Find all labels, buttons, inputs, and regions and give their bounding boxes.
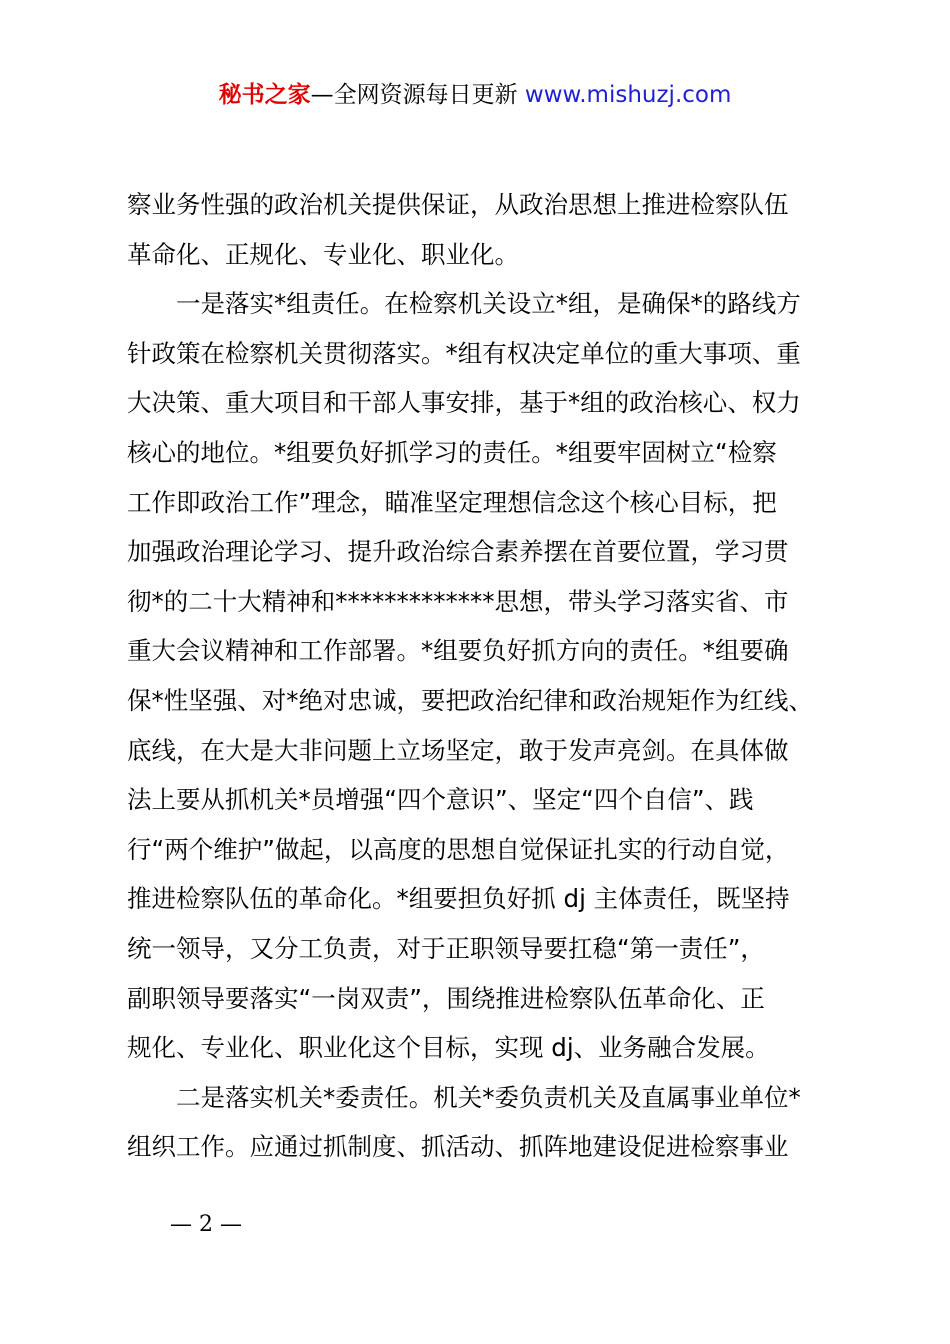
text-line: 二是落实机关*委责任。机关*委负责机关及直属事业单位* <box>176 1082 801 1112</box>
text-line: 法上要从抓机关*员增强“四个意识”、坚定“四个自信”、践 <box>127 785 754 815</box>
text-line: 副职领导要落实“一岗双责”，围绕推进检察队伍革命化、正 <box>127 983 765 1013</box>
document-body <box>127 180 837 1172</box>
page-number: — 2 — <box>170 1212 242 1237</box>
text-line: 针政策在检察机关贯彻落实。*组有权决定单位的重大事项、重 <box>127 338 801 368</box>
text-line: 底线，在大是大非问题上立场坚定，敢于发声亮剑。在具体做 <box>127 735 789 765</box>
text-line: 察业务性强的政治机关提供保证，从政治思想上推进检察队伍 <box>127 190 789 219</box>
text-line: 统一领导，又分工负责，对于正职领导要扛稳“第一责任”， <box>127 933 765 963</box>
text-line: 保*性坚强、对*绝对忠诚，要把政治纪律和政治规矩作为红线、 <box>127 685 813 715</box>
text-line: 重大会议精神和工作部署。*组要负好抓方向的责任。*组要确 <box>127 636 789 666</box>
text-line: 彻*的二十大精神和*************思想，带头学习落实省、市 <box>127 586 789 616</box>
text-line: 推进检察队伍的革命化。*组要担负好抓 dj 主体责任，既坚持 <box>127 884 790 914</box>
text-line: 加强政治理论学习、提升政治综合素养摆在首要位置，学习贯 <box>127 537 789 567</box>
site-url-link[interactable]: www.mishuzj.com <box>524 82 732 108</box>
header-tagline: —全网资源每日更新 <box>310 82 525 108</box>
text-line: 组织工作。应通过抓制度、抓活动、抓阵地建设促进检察事业 <box>127 1132 789 1162</box>
text-line: 行“两个维护”做起，以高度的思想自觉保证扎实的行动自觉， <box>127 834 790 864</box>
text-line: 大决策、重大项目和干部人事安排，基于*组的政治核心、权力 <box>127 388 801 418</box>
text-line: 规化、专业化、职业化这个目标，实现 dj、业务融合发展。 <box>127 1033 770 1063</box>
brand-name: 秘书之家 <box>218 82 311 108</box>
text-line: 革命化、正规化、专业化、职业化。 <box>127 239 519 269</box>
text-line: 一是落实*组责任。在检察机关设立*组，是确保*的路线方 <box>176 289 801 319</box>
text-line: 工作即政治工作”理念，瞄准坚定理想信念这个核心目标，把 <box>127 487 777 517</box>
text-line: 核心的地位。*组要负好抓学习的责任。*组要牢固树立“检察 <box>127 437 777 467</box>
site-header <box>0 80 950 110</box>
